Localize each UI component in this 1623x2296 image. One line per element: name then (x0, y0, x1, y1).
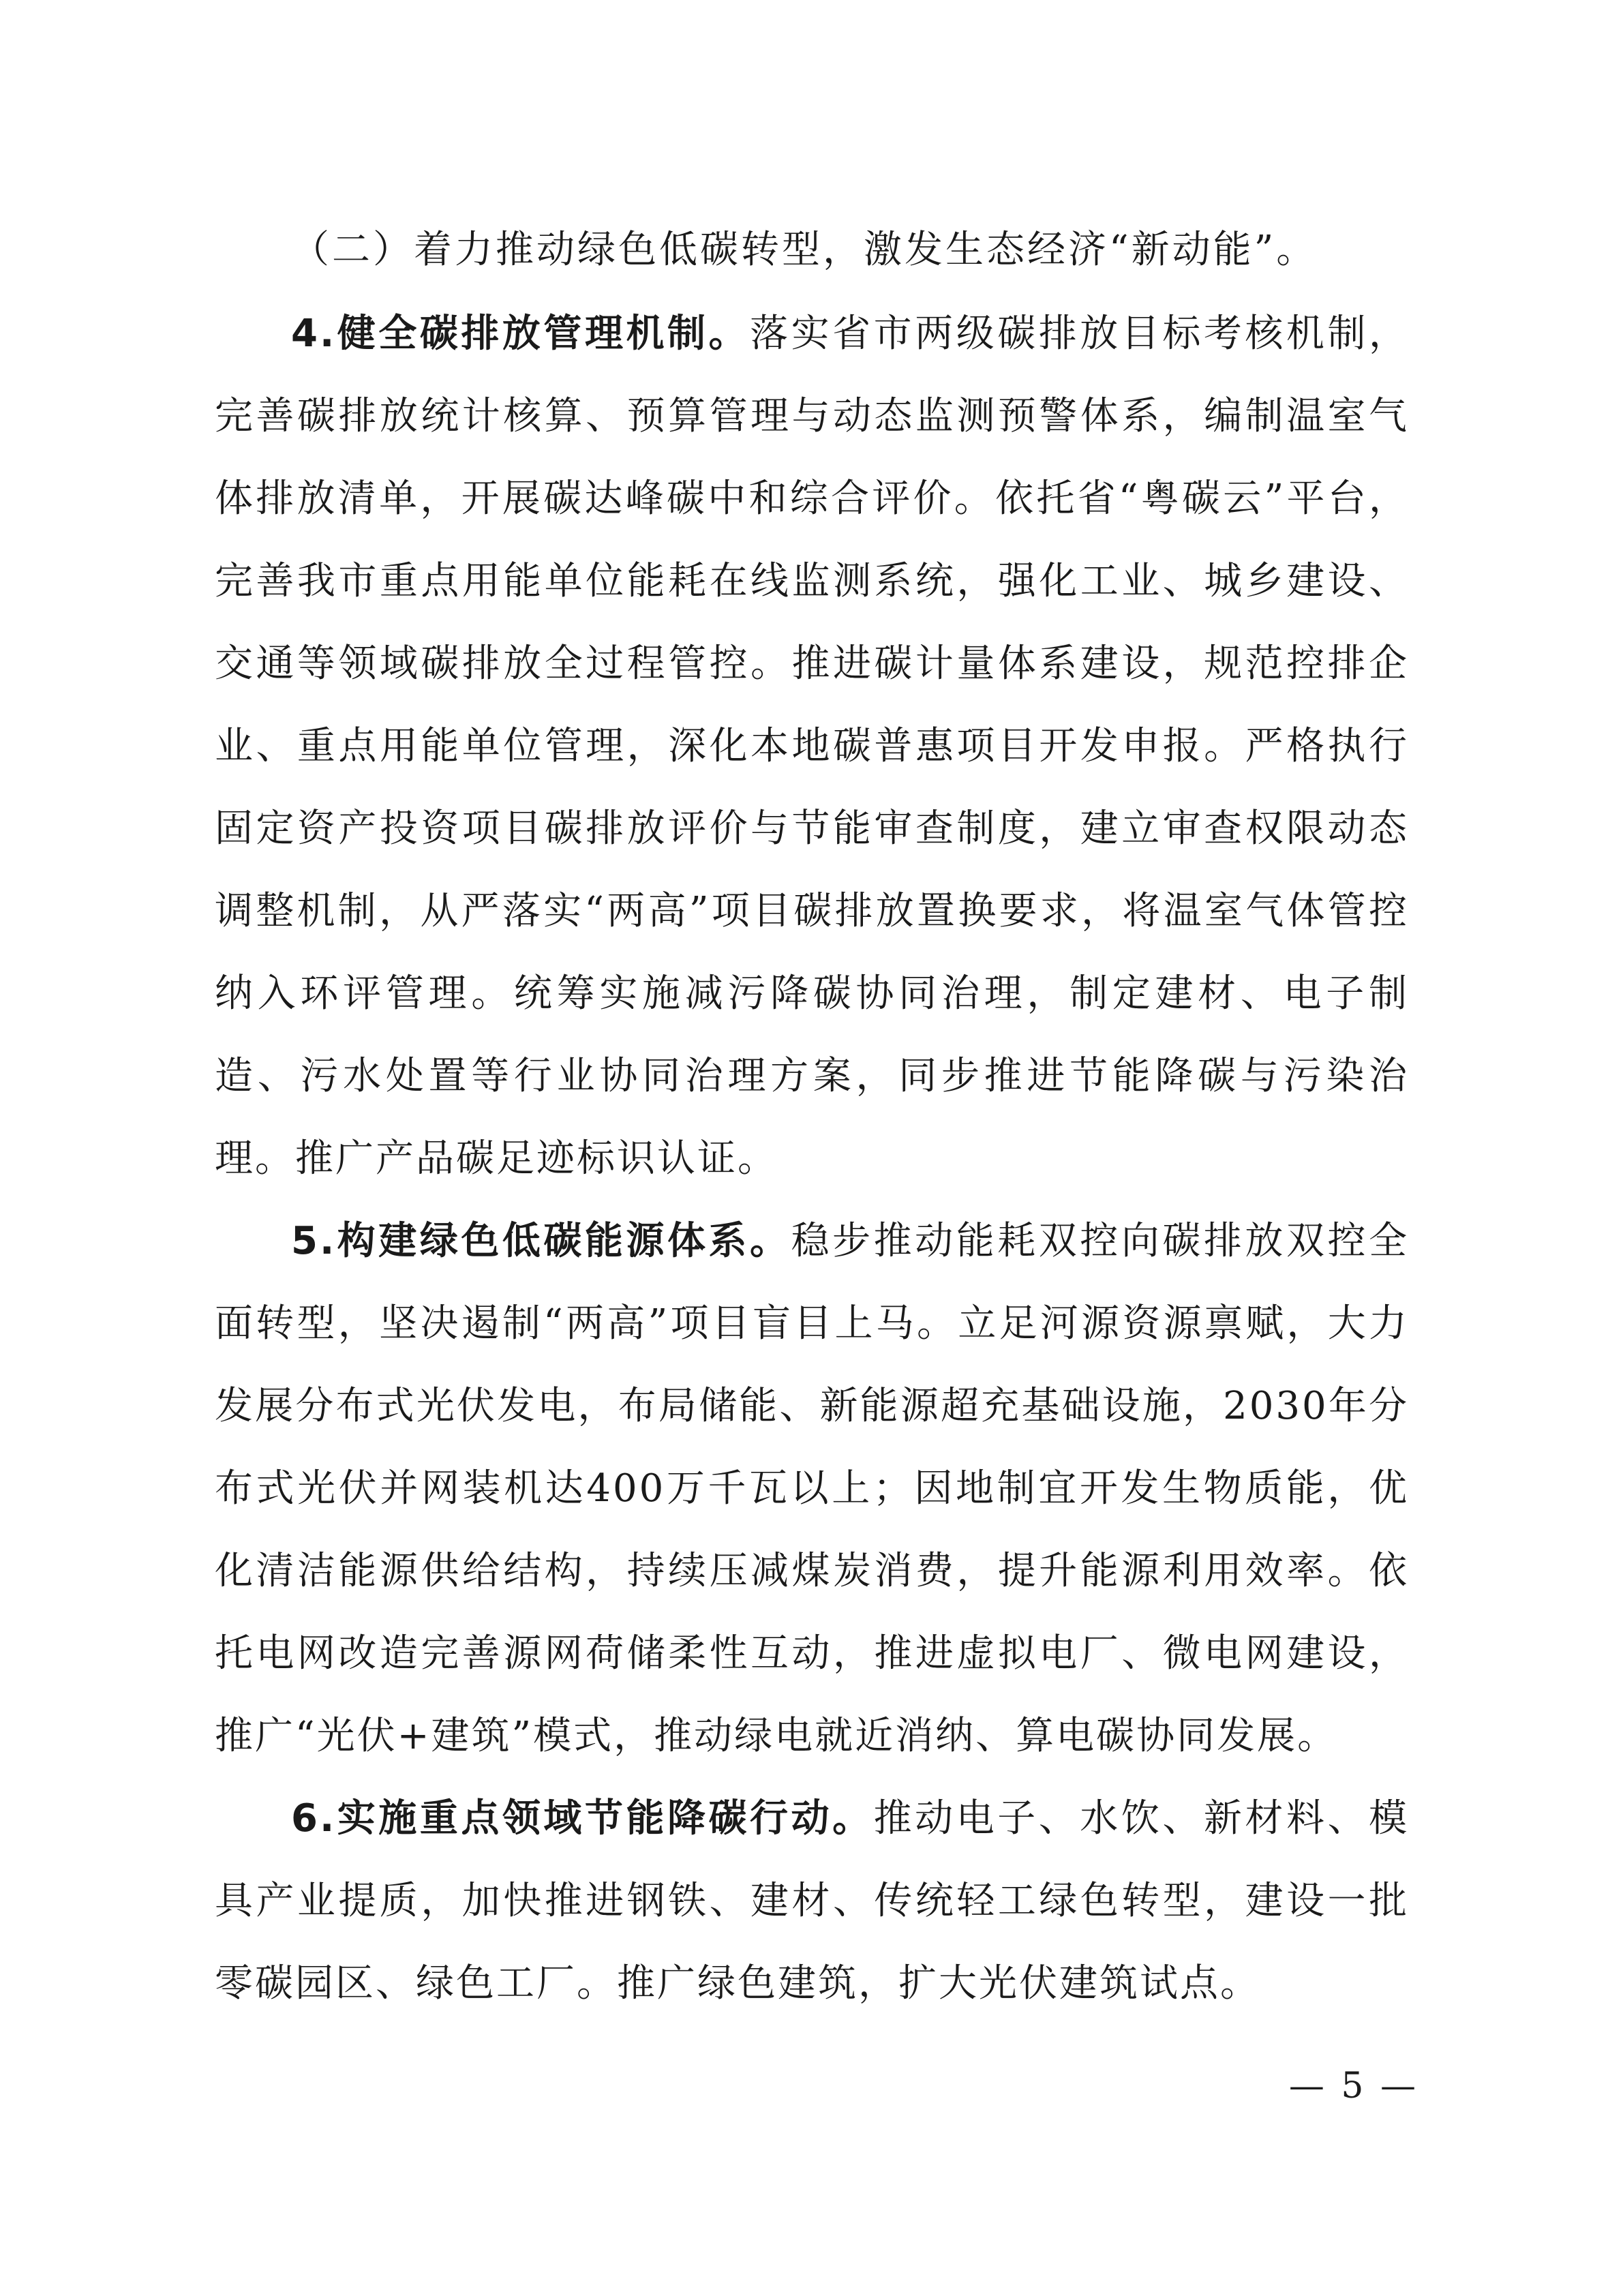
paragraph-body: 落实省市两级碳排放目标考核机制，完善碳排放统计核算、预算管理与动态监测预警体系，编制温室气体排放清单，开展碳达峰碳中和综合评价。依托省“粤碳云”平台，完善我市重点用能单位能耗在线监测系统，强化工业、城乡建设、交通等领域碳排放全过程管控。推进碳计量体系建设，规范控排企业、重点用能单位管理，深化本地碳普惠项目开发申报。严格执行固定资产投资项目碳排放评价与节能审查制度，建立审查权限动态调整机制，从严落实“两高”项目碳排放置换要求，将温室气体管控纳入环评管理。统筹实施减污降碳协同治理，制定建材、电子制造、污水处置等行业协同治理方案，同步推进节能降碳与污染治理。推广产品碳足迹标识认证。 (215, 312, 1409, 1181)
paragraph-lead: 4.健全碳排放管理机制。 (291, 312, 750, 356)
paragraph-body: 推动电子、水饮、新材料、模具产业提质，加快推进钢铁、建材、传统轻工绿色转型，建设一批零碳园区、绿色工厂。推广绿色建筑，扩大光伏建筑试点。 (215, 1796, 1410, 2006)
section-heading: （二）着力推动绿色低碳转型，激发生态经济“新动能”。 (291, 228, 1318, 272)
paragraph-body: 稳步推动能耗双控向碳排放双控全面转型，坚决遏制“两高”项目盲目上马。立足河源资源禀赋，大力发展分布式光伏发电，布局储能、新能源超充基础设施，2030年分布式光伏并网装机达400万千瓦以上；因地制宜开发生物质能，优化清洁能源供给结构，持续压减煤炭消费，提升能源利用效率。依托电网改造完善源网荷储柔性互动，推进虚拟电厂、微电网建设，推广“光伏+建筑”模式，推动绿电就近消纳、算电碳协同发展。 (215, 1219, 1409, 1758)
paragraph-4 (215, 292, 1409, 1200)
paragraph-lead: 6.实施重点领域节能降碳行动。 (291, 1796, 874, 1841)
page-number: — 5 — (1288, 2066, 1419, 2106)
paragraph-lead: 5.构建绿色低碳能源体系。 (291, 1219, 791, 1263)
paragraph-6 (215, 1777, 1409, 2025)
document-body (215, 208, 1409, 2025)
paragraph-5 (215, 1200, 1409, 1777)
